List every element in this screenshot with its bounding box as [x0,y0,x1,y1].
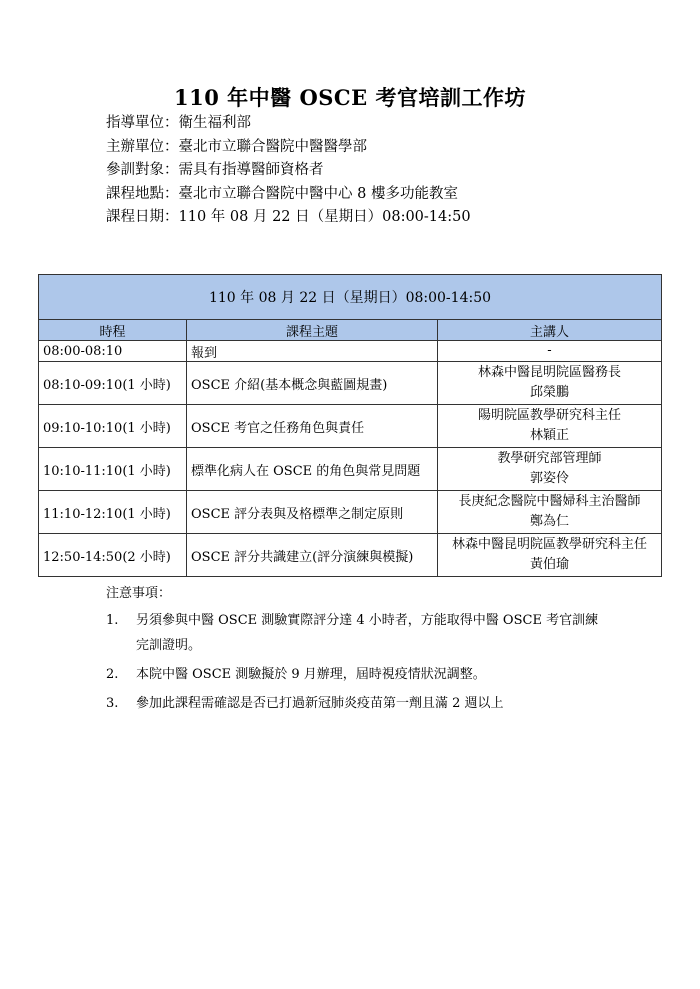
document-title: 110 年中醫 OSCE 考官培訓工作坊 [174,85,526,110]
note-text-line: 完訓證明。 [136,638,202,653]
info-label: 參訓對象 [106,162,164,178]
note-number: 3. [106,696,119,711]
info-value: 需具有指導醫師資格者 [178,162,324,178]
table-row [39,362,662,405]
schedule-table [38,274,662,577]
row-time: 08:10-09:10(1 小時) [39,362,187,405]
note-text-line: 本院中醫 OSCE 測驗擬於 9 月辦理，屆時視疫情狀況調整。 [136,667,486,682]
speaker-line: - [547,343,552,358]
speaker-title: 陽明院區教學研究科主任 [477,408,621,423]
row-topic: 報到 [187,341,438,362]
info-line-target: 參訓對象：需具有指導醫師資格者 [106,162,324,178]
info-value: 110 年 08 月 22 日（星期日）08:00-14:50 [178,209,471,225]
note-item [106,608,598,658]
speaker-title: 教學研究部管理師 [497,451,602,466]
row-topic: OSCE 介紹(基本概念與藍圖規畫) [187,362,438,405]
note-text-line: 另須參與中醫 OSCE 測驗實際評分達 4 小時者，方能取得中醫 OSCE 考官訓練 [136,613,599,628]
info-value: 衛生福利部 [178,115,251,131]
row-time: 09:10-10:10(1 小時) [39,405,187,448]
table-row [39,405,662,448]
course-info [106,112,471,230]
column-header-topic: 課程主題 [187,320,438,341]
row-speaker [438,362,662,405]
info-line-date: 課程日期：110 年 08 月 22 日（星期日）08:00-14:50 [106,209,471,225]
info-label: 主辦單位 [106,138,164,155]
table-row [39,534,662,577]
notes-title: 注意事項： [106,586,172,601]
info-label: 課程日期 [106,209,164,225]
info-line-organizer: 主辦單位：臺北市立聯合醫院中醫醫學部 [106,138,367,155]
table-row [39,491,662,534]
row-time: 10:10-11:10(1 小時) [39,448,187,491]
speaker-title: 林森中醫昆明院區醫務長 [477,365,621,380]
row-speaker [438,448,662,491]
row-topic: 標準化病人在 OSCE 的角色與常見問題 [187,448,438,491]
table-row [39,448,662,491]
row-time: 08:00-08:10 [39,341,187,362]
row-topic: OSCE 考官之任務角色與責任 [187,405,438,448]
info-line-location: 課程地點：臺北市立聯合醫院中醫中心 8 樓多功能教室 [106,185,458,202]
speaker-name: 郭姿伶 [529,471,569,486]
info-line-guidance: 指導單位：衛生福利部 [106,115,251,131]
schedule-date-header: 110 年 08 月 22 日（星期日）08:00-14:50 [39,275,662,320]
speaker-name: 林穎正 [529,428,569,443]
speaker-title: 林森中醫昆明院區教學研究科主任 [451,537,647,552]
info-value: 臺北市立聯合醫院中醫中心 8 樓多功能教室 [178,185,458,202]
row-topic: OSCE 評分共識建立(評分演練與模擬) [187,534,438,577]
row-speaker [438,405,662,448]
note-number: 1. [106,613,119,628]
info-label: 課程地點 [106,185,164,202]
row-topic: OSCE 評分表與及格標準之制定原則 [187,491,438,534]
info-value: 臺北市立聯合醫院中醫醫學部 [178,138,367,155]
row-time: 11:10-12:10(1 小時) [39,491,187,534]
row-speaker [438,491,662,534]
note-item [106,662,598,687]
info-label: 指導單位 [106,115,164,131]
note-number: 2. [106,667,119,682]
speaker-title: 長庚紀念醫院中醫婦科主治醫師 [458,494,641,509]
note-text-line: 參加此課程需確認是否已打過新冠肺炎疫苗第一劑且滿 2 週以上 [136,696,504,711]
notes-section [106,582,598,720]
row-time: 12:50-14:50(2 小時) [39,534,187,577]
column-header-speaker: 主講人 [438,320,662,341]
speaker-name: 黃伯瑜 [529,557,569,572]
speaker-name: 邱榮鵬 [529,385,569,400]
column-header-time: 時程 [39,320,187,341]
row-speaker [438,534,662,577]
note-item [106,691,598,716]
speaker-name: 鄭為仁 [529,514,569,529]
row-speaker [438,341,662,362]
table-row [39,341,662,362]
